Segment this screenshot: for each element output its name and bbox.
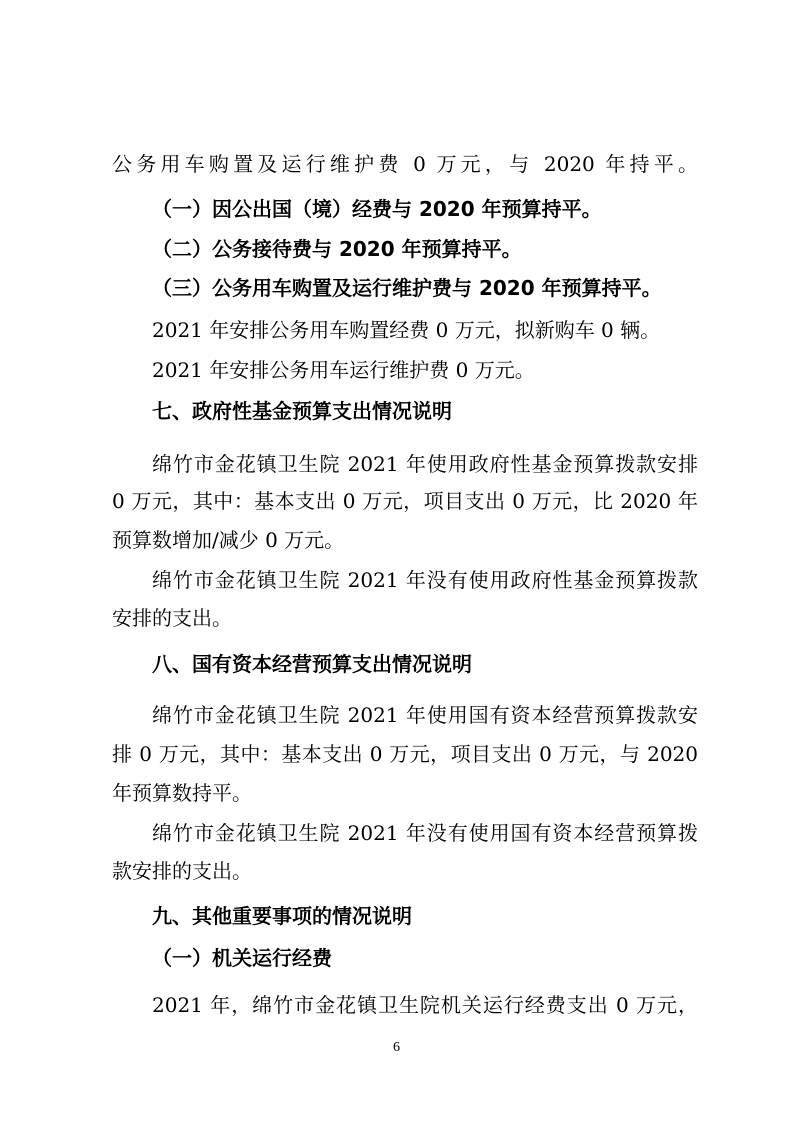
body-line: 公务用车购置及运行维护费 0 万元，与 2020 年持平。 (112, 152, 698, 176)
body-line: 2021 年，绵竹市金花镇卫生院机关运行经费支出 0 万元， (152, 993, 698, 1017)
body-line: 绵竹市金花镇卫生院 2021 年没有使用政府性基金预算拨款 (152, 568, 698, 592)
body-line: 年预算数持平。 (112, 781, 252, 805)
body-line: 绵竹市金花镇卫生院 2021 年使用国有资本经营预算拨款安 (152, 703, 698, 727)
subheading: （一）因公出国（境）经费与 2020 年预算持平。 (152, 197, 602, 221)
body-line: 款安排的支出。 (112, 859, 252, 883)
subheading: （二）公务接待费与 2020 年预算持平。 (152, 237, 522, 261)
subheading: （三）公务用车购置及运行维护费与 2020 年预算持平。 (152, 276, 662, 300)
body-line: 安排的支出。 (112, 606, 232, 630)
page-number: 6 (393, 1040, 400, 1055)
body-line: 2021 年安排公务用车购置经费 0 万元，拟新购车 0 辆。 (152, 318, 661, 342)
body-line: 0 万元，其中：基本支出 0 万元，项目支出 0 万元，比 2020 年 (112, 489, 698, 513)
subheading: （一）机关运行经费 (152, 946, 332, 970)
section-heading: 七、政府性基金预算支出情况说明 (152, 399, 452, 423)
section-heading: 八、国有资本经营预算支出情况说明 (152, 652, 472, 676)
body-line: 绵竹市金花镇卫生院 2021 年使用政府性基金预算拨款安排 (152, 452, 698, 476)
body-line: 绵竹市金花镇卫生院 2021 年没有使用国有资本经营预算拨 (152, 821, 698, 845)
body-line: 2021 年安排公务用车运行维护费 0 万元。 (152, 358, 535, 382)
body-line: 排 0 万元，其中：基本支出 0 万元，项目支出 0 万元，与 2020 (112, 742, 698, 766)
section-heading: 九、其他重要事项的情况说明 (152, 904, 412, 928)
body-line: 预算数增加/减少 0 万元。 (112, 528, 345, 552)
